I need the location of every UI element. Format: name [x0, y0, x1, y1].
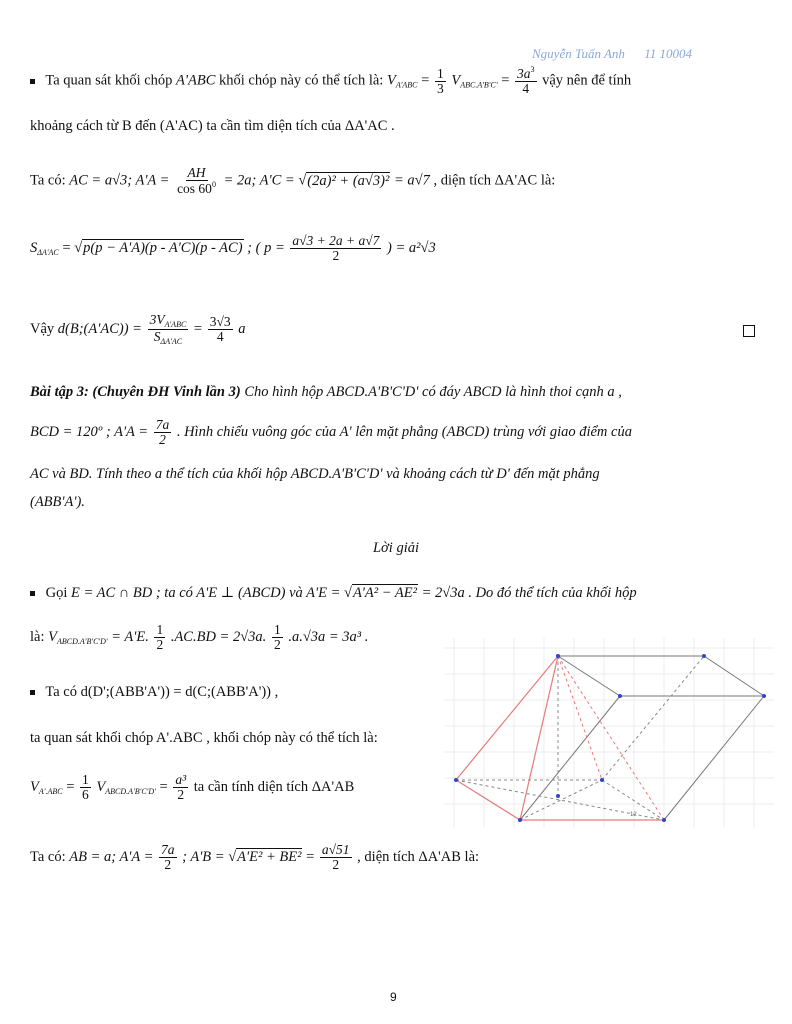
exercise-3-line1: Bài tập 3: (Chuyên ĐH Vinh lần 3) Cho hình hộp ABCD.A'B'C'D' có đáy ABCD là hình thoi cạnh a , [30, 384, 622, 400]
qed-box-icon [743, 325, 755, 337]
p1-line1: Ta quan sát khối chóp A'ABC khối chóp này có thể tích là: $V_{A'ABC}$ = $\frac{1}{3}$ $V_{ABC.A'B'C'}$ = $\frac{3a^3}{4}$ vậy nên để tính [30, 66, 631, 96]
bullet-icon [30, 79, 35, 84]
fraction-3a3-over-4: $\frac{3a^3}{4}$ [517, 65, 535, 97]
bullet-icon [30, 591, 35, 596]
page-header [532, 46, 692, 62]
fraction-one-third: $\frac{1}{3}$ [436, 65, 444, 96]
figure-hidden-edges [456, 656, 704, 820]
fraction-p: $\frac{a√3 + 2a + a√7}{2}$ [292, 233, 380, 264]
bullet-icon [30, 690, 35, 695]
exercise-3-line3: AC và BD. Tính theo a thể tích của khối hộp ABCD.A'B'C'D' và khoảng cách từ D' đến mặt phẳng [30, 466, 600, 482]
p1-line2: khoảng cách từ B đến (A'AC) ta cần tìm diện tích của ΔA'AC . [30, 118, 395, 134]
s2-line1: Ta có d(D';(ABB'A')) = d(C;(ABB'A')) , [30, 684, 278, 701]
s3-line: Ta có: AB = a; A'A = $\frac{7a}{2}$ ; A'B = √A'E² + BE² = $\frac{a√51}{2}$ , diện tích ΔA'AB là: [30, 842, 480, 873]
fraction-3sqrt3-over-4: $\frac{3√3}{4}$ [209, 314, 231, 345]
figure-points [454, 654, 766, 822]
figure-grid [444, 638, 774, 828]
exercise-3-label: Bài tập 3: (Chuyên ĐH Vinh lần 3) [30, 384, 241, 400]
exercise-3-line4: (ABB'A'). [30, 494, 85, 510]
s1-line1: Gọi E = AC ∩ BD ; ta có A'E ⊥ (ABCD) và A'E = √A'A² − AE² = 2√3a . Do đó thể tích của khối hộp [30, 585, 637, 602]
p3-line: $S_{\Delta A'AC} = √p(p - A'A)(p - A'C)(p - AC)$ ; ( p = $\frac{a√3 + 2a + a√7}{2}$ ) = a²√3 [30, 233, 436, 264]
figure-red-edges [456, 656, 664, 820]
author-name: Nguyễn Tuấn Anh [532, 46, 625, 61]
p4-line: Vậy d(B;(A'AC)) = $\frac{3V_{A'ABC}}{S_{\Delta A'AC}}$ = $\frac{3√3}{4}$ a [30, 312, 246, 347]
solution-title: Lời giải [372, 540, 419, 556]
exercise-3-line2: BCD = 120º ; A'A = $\frac{7a}{2}$ . Hình chiếu vuông góc của A' lên mặt phẳng (ABCD) trùng với giao điểm của [30, 417, 632, 448]
s2-line2: ta quan sát khối chóp A'.ABC , khối chóp này có thể tích là: [30, 730, 378, 746]
figure-angle-label: 12 [630, 812, 637, 818]
page-number: 9 [390, 990, 397, 1004]
s1-line2: là: $V_{ABCD.A'B'C'D'} = A'E$. $\frac{1}{2}$ .AC.BD = 2√3a. $\frac{1}{2}$ .a.√3a = 3a³ . [30, 622, 369, 653]
fraction-ah-over-cos60: $\frac{AH}{\cos 60^0}$ [177, 165, 216, 197]
s2-line3: $V_{A'.ABC}$ = $\frac{1}{6}$ $V_{ABCD.A'B'C'D'}$ = $\frac{\text{a³}}{2}$ ta cần tính diện tích ΔA'AB [30, 772, 355, 803]
p2-line: Ta có: AC = a√3; A'A = $\frac{AH}{\cos 60^0}$ = 2a; A'C = √(2a)² + (a√3)² = a√7 , diện tích ΔA'AC là: [30, 165, 556, 197]
fraction-3v-over-s: $\frac{3V_{A'ABC}}{S_{\Delta A'AC}}$ [149, 312, 187, 347]
fraction-7a-over-2: $\frac{7a}{2}$ [155, 417, 170, 448]
student-code: 11 10004 [644, 46, 692, 61]
parallelepiped-figure [444, 638, 774, 828]
